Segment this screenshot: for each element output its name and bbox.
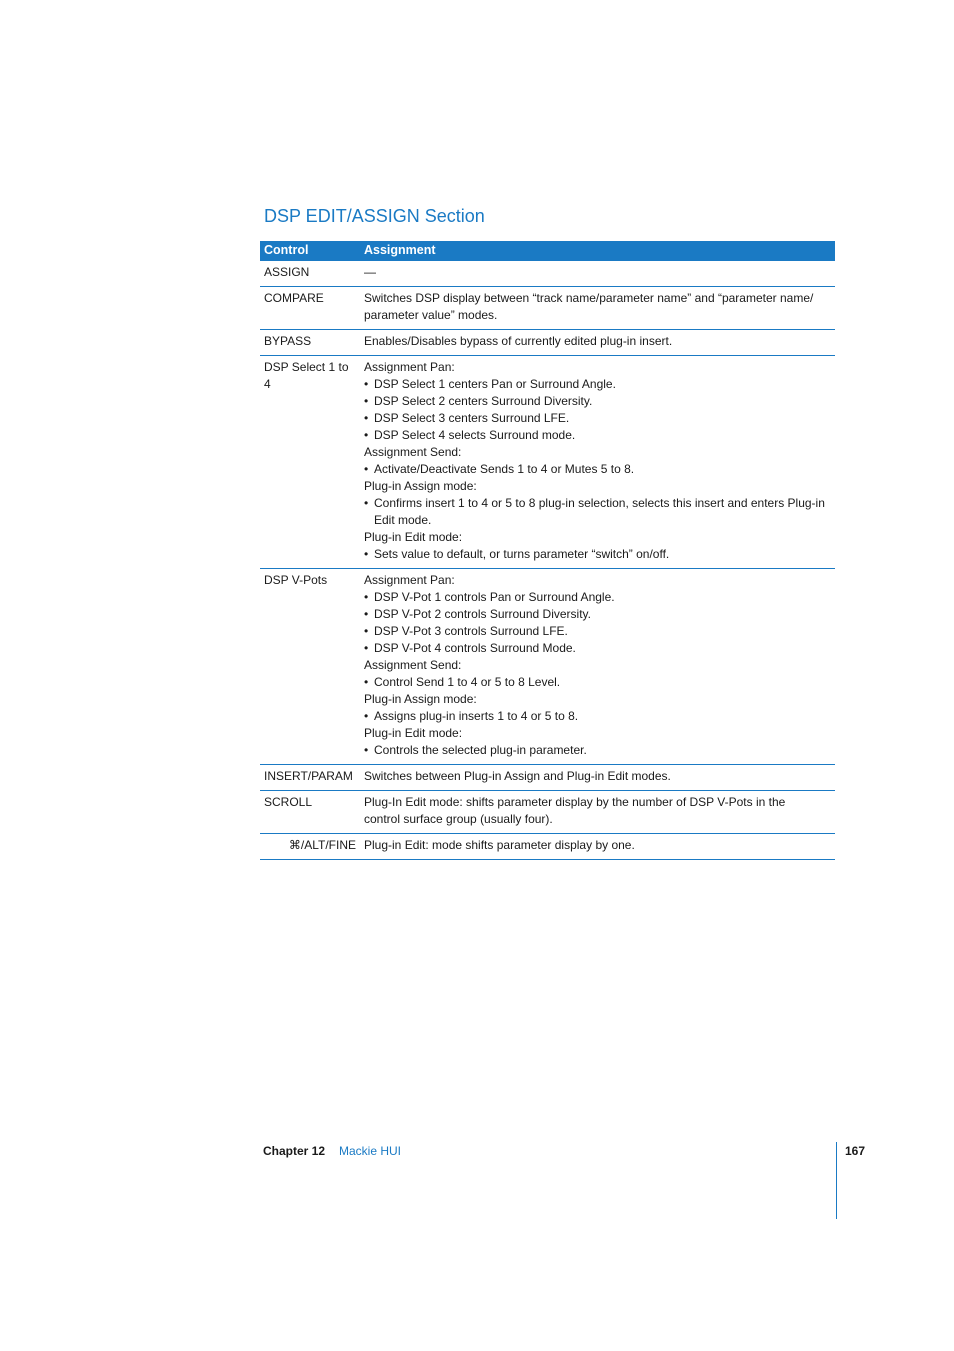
bullet-item: • Confirms insert 1 to 4 or 5 to 8 plug-in selection, selects this insert and enters Plug-in Edit mode. xyxy=(364,496,825,527)
assignment-line: parameter value” modes. xyxy=(364,308,498,322)
footer-chapter: Chapter 12 xyxy=(263,1144,326,1158)
bullet-item: • DSP Select 1 centers Pan or Surround Angle. xyxy=(364,377,616,391)
table-row xyxy=(260,834,835,860)
page-number: 167 xyxy=(845,1144,866,1158)
control-cell: DSP Select 1 to 4 xyxy=(260,356,360,569)
group-heading: Assignment Send: xyxy=(364,658,462,672)
control-cell: SCROLL xyxy=(260,791,360,834)
bullet-item: • Controls the selected plug-in parameter. xyxy=(364,743,587,757)
bullet-item: • DSP Select 2 centers Surround Diversity. xyxy=(364,394,593,408)
table-row xyxy=(260,287,835,330)
control-cell: COMPARE xyxy=(260,287,360,330)
header-control: Control xyxy=(260,241,360,261)
group-heading: Plug-in Edit mode: xyxy=(364,726,463,740)
assignment-line: Plug-in Edit: mode shifts parameter display by one. xyxy=(364,838,635,852)
assignment-cell xyxy=(360,569,835,765)
assignment-line: Switches between Plug-in Assign and Plug-in Edit modes. xyxy=(364,769,671,783)
table-row xyxy=(260,330,835,356)
header-assignment: Assignment xyxy=(360,241,835,261)
bullet-item: • DSP Select 4 selects Surround mode. xyxy=(364,428,576,442)
footer-chapter-name[interactable]: Mackie HUI xyxy=(339,1144,402,1158)
table-row xyxy=(260,791,835,834)
control-cell: ASSIGN xyxy=(260,261,360,287)
group-heading: Assignment Pan: xyxy=(364,360,455,374)
footer-divider xyxy=(836,1142,837,1219)
assignment-line: Plug-In Edit mode: shifts parameter display by the number of DSP V-Pots in the xyxy=(364,795,786,809)
group-heading: Assignment Pan: xyxy=(364,573,455,587)
table-row xyxy=(260,569,835,765)
table-row xyxy=(260,356,835,569)
control-cell: INSERT/PARAM xyxy=(260,765,360,791)
bullet-item: • Assigns plug-in inserts 1 to 4 or 5 to 8. xyxy=(364,709,579,723)
table-row xyxy=(260,261,835,287)
section-title: DSP EDIT/ASSIGN Section xyxy=(264,206,485,226)
group-heading: Assignment Send: xyxy=(364,445,462,459)
control-cell: DSP V-Pots xyxy=(260,569,360,765)
assignment-cell xyxy=(360,330,835,356)
table-header-row xyxy=(260,241,835,261)
assignment-cell xyxy=(360,834,835,860)
assignment-line: control surface group (usually four). xyxy=(364,812,553,826)
bullet-item: • DSP Select 3 centers Surround LFE. xyxy=(364,411,570,425)
table-row xyxy=(260,765,835,791)
group-heading: Plug-in Edit mode: xyxy=(364,530,463,544)
assignment-line: Enables/Disables bypass of currently edited plug-in insert. xyxy=(364,334,673,348)
assignment-line: Switches DSP display between “track name/parameter name” and “parameter name/ xyxy=(364,291,814,305)
control-cell: ⌘/ALT/FINE xyxy=(260,834,360,860)
group-heading: Plug-in Assign mode: xyxy=(364,479,477,493)
assignment-line: — xyxy=(364,265,376,279)
bullet-item: • DSP V-Pot 4 controls Surround Mode. xyxy=(364,641,576,655)
bullet-item: • DSP V-Pot 2 controls Surround Diversity. xyxy=(364,607,591,621)
bullet-item: • DSP V-Pot 1 controls Pan or Surround Angle. xyxy=(364,590,615,604)
assignment-cell xyxy=(360,765,835,791)
group-heading: Plug-in Assign mode: xyxy=(364,692,477,706)
assignment-cell xyxy=(360,791,835,834)
bullet-item: • Activate/Deactivate Sends 1 to 4 or Mutes 5 to 8. xyxy=(364,462,635,476)
bullet-item: • Control Send 1 to 4 or 5 to 8 Level. xyxy=(364,675,561,689)
assignment-cell xyxy=(360,356,835,569)
bullet-item: • Sets value to default, or turns parameter “switch” on/off. xyxy=(364,547,670,561)
assignment-cell xyxy=(360,287,835,330)
assignment-cell xyxy=(360,261,835,287)
control-cell: BYPASS xyxy=(260,330,360,356)
bullet-item: • DSP V-Pot 3 controls Surround LFE. xyxy=(364,624,568,638)
dsp-edit-assign-table xyxy=(260,241,835,860)
